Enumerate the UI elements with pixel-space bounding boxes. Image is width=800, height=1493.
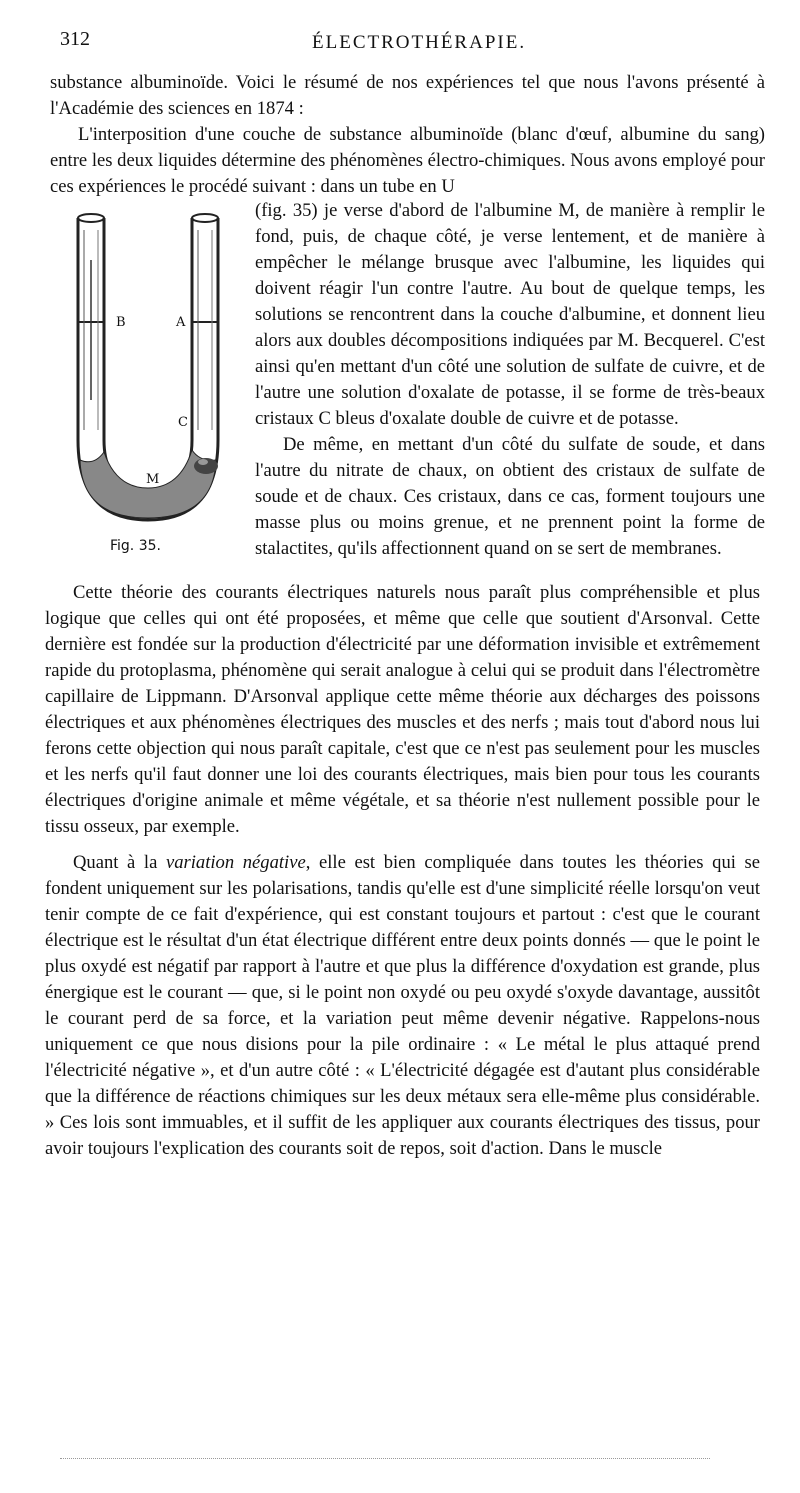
footer-rule xyxy=(60,1458,710,1461)
page-header xyxy=(60,28,760,64)
paragraph: substance albuminoïde. Voici le résumé de nos expériences tel que nous l'avons présenté à l'Académie des sciences en 1874 : xyxy=(50,72,765,119)
lead-text: Quant à la xyxy=(73,852,166,873)
page-number: 312 xyxy=(60,28,90,50)
label-m: M xyxy=(146,472,160,487)
figure-35 xyxy=(60,200,236,565)
intro-text xyxy=(50,70,765,200)
side-text xyxy=(255,198,765,562)
paragraph: (fig. 35) je verse d'abord de l'albumine M, de manière à remplir le fond, puis, de chaque côté, je verse lentement, et de manière à empêcher le mélange brusque avec l'albumine, les liquides qui doivent réagir l'un contre l'autre. Au bout de quelque temps, les solutions se rencontrent dans la couche d'albumine, et donnent lieu alors aux doubles décompositions indiquées par M. Becquerel. C'est ainsi qu'en mettant d'un côté une solution de sulfate de cuivre, et de l'autre une solution d'oxalate de potasse, il se forme de très-beaux cristaux C bleus d'oxalate double de cuivre et de potasse. xyxy=(255,200,765,429)
paragraph: L'interposition d'une couche de substance albuminoïde (blanc d'œuf, albumine du sang) entre les deux liquides détermine des phénomènes électro-chimiques. Nous avons employé pour ces expériences le procédé suivant : dans un tube en U xyxy=(50,124,765,197)
paragraph: De même, en mettant d'un côté du sulfate de soude, et dans l'autre du nitrate de chaux, on obtient des cristaux de sulfate de soude et de chaux. Ces cristaux, dans ce cas, forment toujours une masse plus ou moins grenue, et ne prennent point la forme de stalactites, qu'ils affectionnent quand on se sert de membranes. xyxy=(255,434,765,559)
lower-text xyxy=(45,580,760,1172)
label-b: B xyxy=(116,315,126,330)
paragraph: Cette théorie des courants électriques naturels nous paraît plus compréhensible et plus logique que celles qui ont été proposées, et même que celle que soutient d'Arsonval. Cette dernière est fondée sur la production d'électricité par une déformation invisible et extrêmement rapide du protoplasma, phénomène qui serait analogue à celui qui se produit dans l'électromètre capillaire de Lippmann. D'Arsonval applique cette même théorie aux décharges des poissons électriques et aux phénomènes électriques des muscles et des nerfs ; mais tout d'abord nous lui ferons cette objection qui nous paraît capitale, c'est que ce n'est pas seulement pour les muscles et les nerfs qu'il faut donner une loi des courants électriques, mais bien pour tous les courants électriques d'origine animale et même végétale, et sa théorie n'est nullement possible pour le tissu osseux, par exemple. xyxy=(45,582,760,837)
label-a: A xyxy=(176,315,186,330)
body-text: , elle est bien compliquée dans toutes les théories qui se fondent uniquement sur les polarisations, tandis qu'elle est d'une simplicité réelle lorsqu'on veut tenir compte de ce fait d'expérience, qui est constant toujours et partout : c'est que le courant électrique est le résultat d'un état électrique différent entre deux points donnés — que le point le plus oxydé est négatif par rapport à l'autre et que plus la différence d'oxydation est grande, plus énergique est le courant — que, si le point non oxydé ou peu oxydé s'oxyde davantage, aussitôt le courant perd de sa force, et la variation peut même devenir négative. Rappelons-nous uniquement ce que nous disions pour la pile ordinaire : « Le métal le plus attaqué prend l'électricité négative », et d'un autre côté : « L'électricité dégagée est d'autant plus considérable que la différence de réactions chimiques sur les deux métaux sera elle-même plus considérable. » Ces lois sont immuables, et il suffit de les appliquer aux courants électriques des tissus, pour avoir toujours l'explication des courants soit de repos, soit d'action. Dans le muscle xyxy=(45,852,761,1159)
running-title: ÉLECTROTHÉRAPIE. xyxy=(312,32,527,53)
figure-caption: Fig. 35. xyxy=(110,538,161,554)
label-c: C xyxy=(178,415,188,430)
emphasis-text: variation négative xyxy=(165,852,306,873)
paragraph-variation-negative xyxy=(45,850,760,1162)
